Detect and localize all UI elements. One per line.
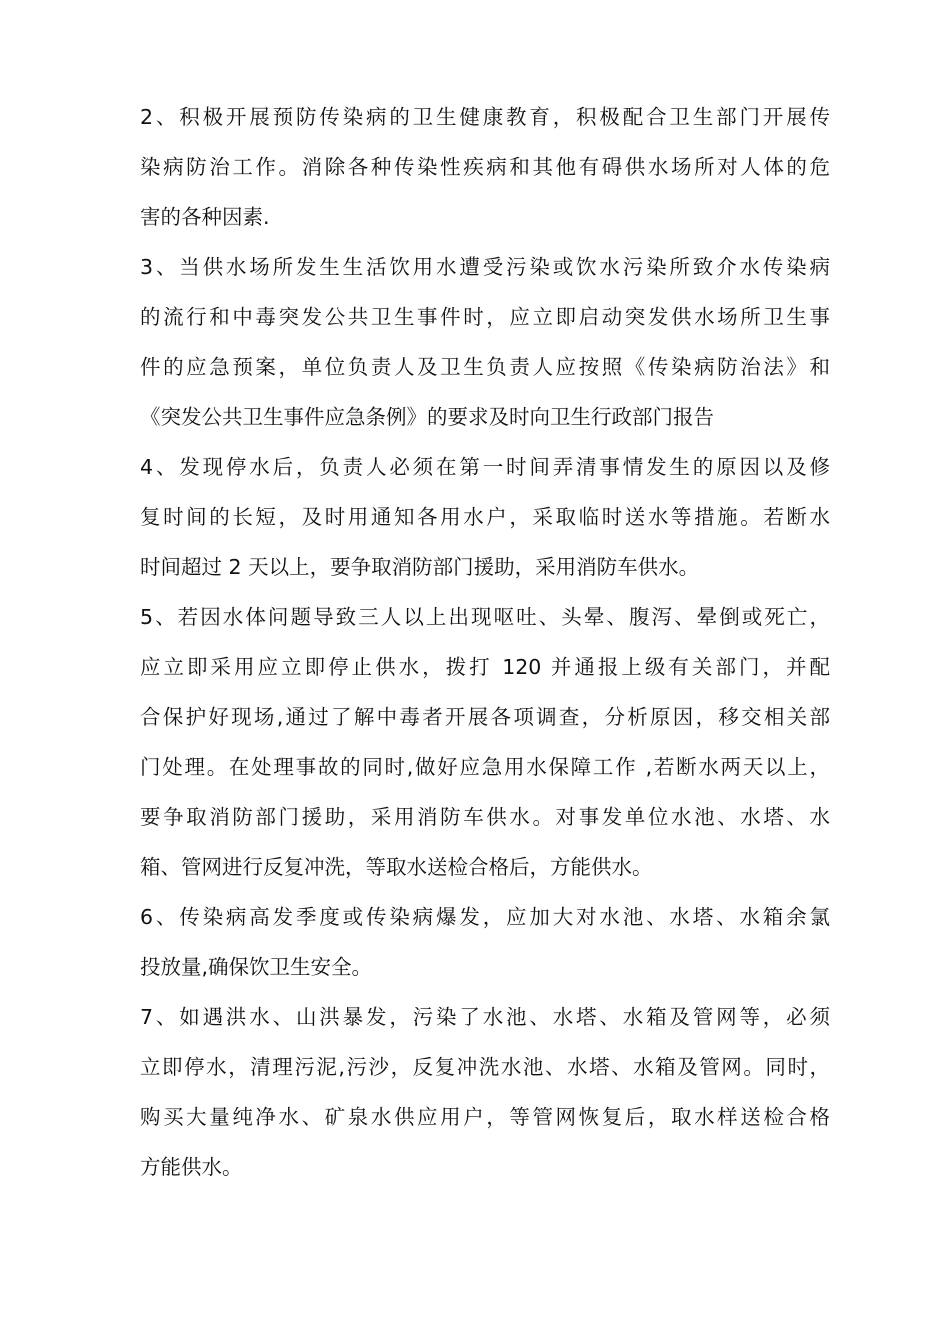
text-line: 3、当供水场所发生生活饮用水遭受污染或饮水污染所致介水传染病 xyxy=(140,255,830,279)
paragraph-item-6 xyxy=(140,892,830,992)
document-body xyxy=(140,92,830,1192)
text-line: 7、如遇洪水、山洪暴发，污染了水池、水塔、水箱及管网等，必须 xyxy=(140,1005,830,1029)
text-line: 复时间的长短，及时用通知各用水户，采取临时送水等措施。若断水 xyxy=(140,505,830,529)
text-line: 方能供水。 xyxy=(140,1155,243,1179)
text-line: 合保护好现场,通过了解中毒者开展各项调查，分析原因，移交相关部 xyxy=(140,705,830,729)
text-line: 时间超过 2 天以上，要争取消防部门援助，采用消防车供水。 xyxy=(140,555,700,579)
paragraph-item-7 xyxy=(140,992,830,1192)
text-line: 染病防治工作。消除各种传染性疾病和其他有碍供水场所对人体的危 xyxy=(140,155,830,179)
text-line: 的流行和中毒突发公共卫生事件时，应立即启动突发供水场所卫生事 xyxy=(140,305,830,329)
text-line: 购买大量纯净水、矿泉水供应用户，等管网恢复后，取水样送检合格 xyxy=(140,1105,830,1129)
text-line: 2、积极开展预防传染病的卫生健康教育，积极配合卫生部门开展传 xyxy=(140,105,830,129)
paragraph-item-5 xyxy=(140,592,830,892)
text-line: 《突发公共卫生事件应急条例》的要求及时向卫生行政部门报告 xyxy=(140,405,714,429)
text-line: 要争取消防部门援助，采用消防车供水。对事发单位水池、水塔、水 xyxy=(140,805,830,829)
text-line: 6、传染病高发季度或传染病爆发，应加大对水池、水塔、水箱余氯 xyxy=(140,905,830,929)
text-line: 件的应急预案，单位负责人及卫生负责人应按照《传染病防治法》和 xyxy=(140,355,830,379)
paragraph-item-3 xyxy=(140,242,830,442)
paragraph-item-4 xyxy=(140,442,830,592)
text-line: 投放量,确保饮卫生安全。 xyxy=(140,955,373,979)
text-line: 4、发现停水后，负责人必须在第一时间弄清事情发生的原因以及修 xyxy=(140,455,830,479)
text-line: 箱、管网进行反复冲洗，等取水送检合格后，方能供水。 xyxy=(140,855,653,879)
text-line: 立即停水，清理污泥,污沙，反复冲洗水池、水塔、水箱及管网。同时， xyxy=(140,1055,830,1079)
text-line: 门处理。在处理事故的同时,做好应急用水保障工作 ,若断水两天以上， xyxy=(140,755,830,779)
paragraph-item-2 xyxy=(140,92,830,242)
text-line: 应立即采用应立即停止供水，拨打 120 并通报上级有关部门，并配 xyxy=(140,655,830,679)
text-line: 害的各种因素. xyxy=(140,205,270,229)
text-line: 5、若因水体问题导致三人以上出现呕吐、头晕、腹泻、晕倒或死亡， xyxy=(140,605,830,629)
